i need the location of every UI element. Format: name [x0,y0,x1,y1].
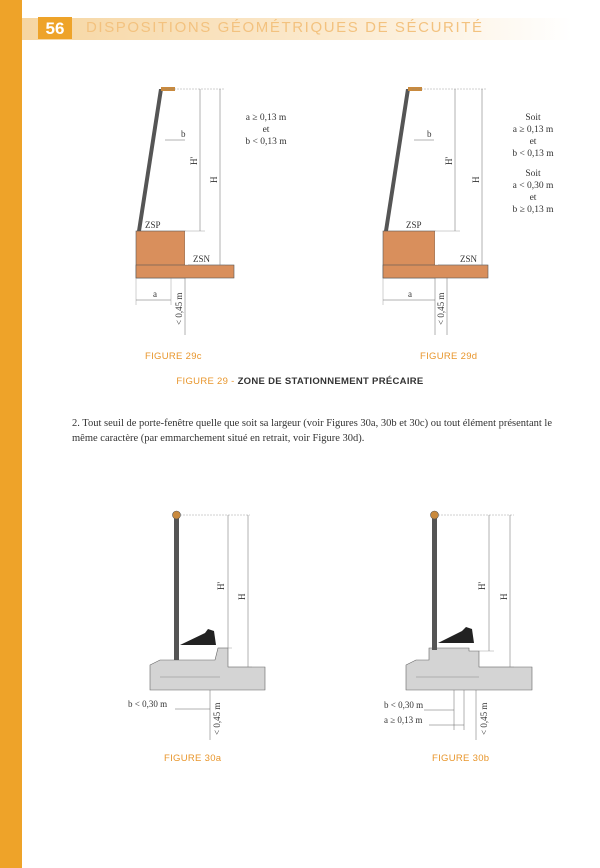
label-h: H [209,176,219,183]
railing-post [174,515,179,660]
label-depth: < 0,45 m [212,702,222,735]
label-zsn: ZSN [460,254,478,264]
label-b: b [181,129,186,139]
floor-slab [136,265,234,278]
floor-slab [406,648,532,690]
railing [384,89,410,231]
caption-figure-29c: FIGURE 29c [145,351,202,362]
caption-figure-30b: FIGURE 30b [432,753,490,764]
figure-30b [384,505,544,745]
label-hprime: H' [216,581,226,590]
label-h: H [471,176,481,183]
page-number: 56 [38,17,72,39]
figure-29c-note: a ≥ 0,13 m et b < 0,13 m [245,113,287,147]
label-zsn: ZSN [193,254,211,264]
label-depth: < 0,45 m [479,702,489,735]
post-cap [431,511,439,519]
label-h: H [237,593,247,600]
floor-slab [383,265,488,278]
label-a: a [408,289,412,299]
post-cap [173,511,181,519]
body-paragraph: 2. Tout seuil de porte-fenêtre quelle que soit sa largeur (voir Figures 30a, 30b et 30c) ou tout élément présentant le même caractère (par emmarchement situé en retrait, voir Figure 30d). [72,418,552,444]
foot-shoe [180,629,216,645]
label-hprime: H' [444,156,454,165]
label-hprime: H' [477,581,487,590]
page-side-band [0,0,22,868]
label-b: b < 0,30 m [128,699,168,709]
label-a: a [153,289,157,299]
label-zsp: ZSP [145,220,161,230]
caption-figure-29d: FIGURE 29d [420,351,478,362]
figure-29-title: FIGURE 29 - ZONE DE STATIONNEMENT PRÉCAIRE [176,376,424,387]
foot-shoe [438,627,474,643]
label-depth: < 0,45 m [436,292,446,325]
label-depth: < 0,45 m [174,292,184,325]
railing-post [432,515,437,650]
label-b: b [427,129,432,139]
label-b: b < 0,30 m [384,700,424,710]
label-a: a ≥ 0,13 m [384,715,423,725]
label-h: H [499,593,509,600]
figure-29d-note: Soit a ≥ 0,13 m et b < 0,13 m Soit a < 0,30 m et b ≥ 0,13 m [512,113,554,215]
figure-29c [125,85,245,340]
figure-29d [372,85,502,340]
figure-30a [120,505,270,745]
chapter-title: DISPOSITIONS GÉOMÉTRIQUES DE SÉCURITÉ [86,19,484,36]
railing [137,89,163,231]
caption-figure-30a: FIGURE 30a [164,753,222,764]
label-zsp: ZSP [406,220,422,230]
label-hprime: H' [189,156,199,165]
